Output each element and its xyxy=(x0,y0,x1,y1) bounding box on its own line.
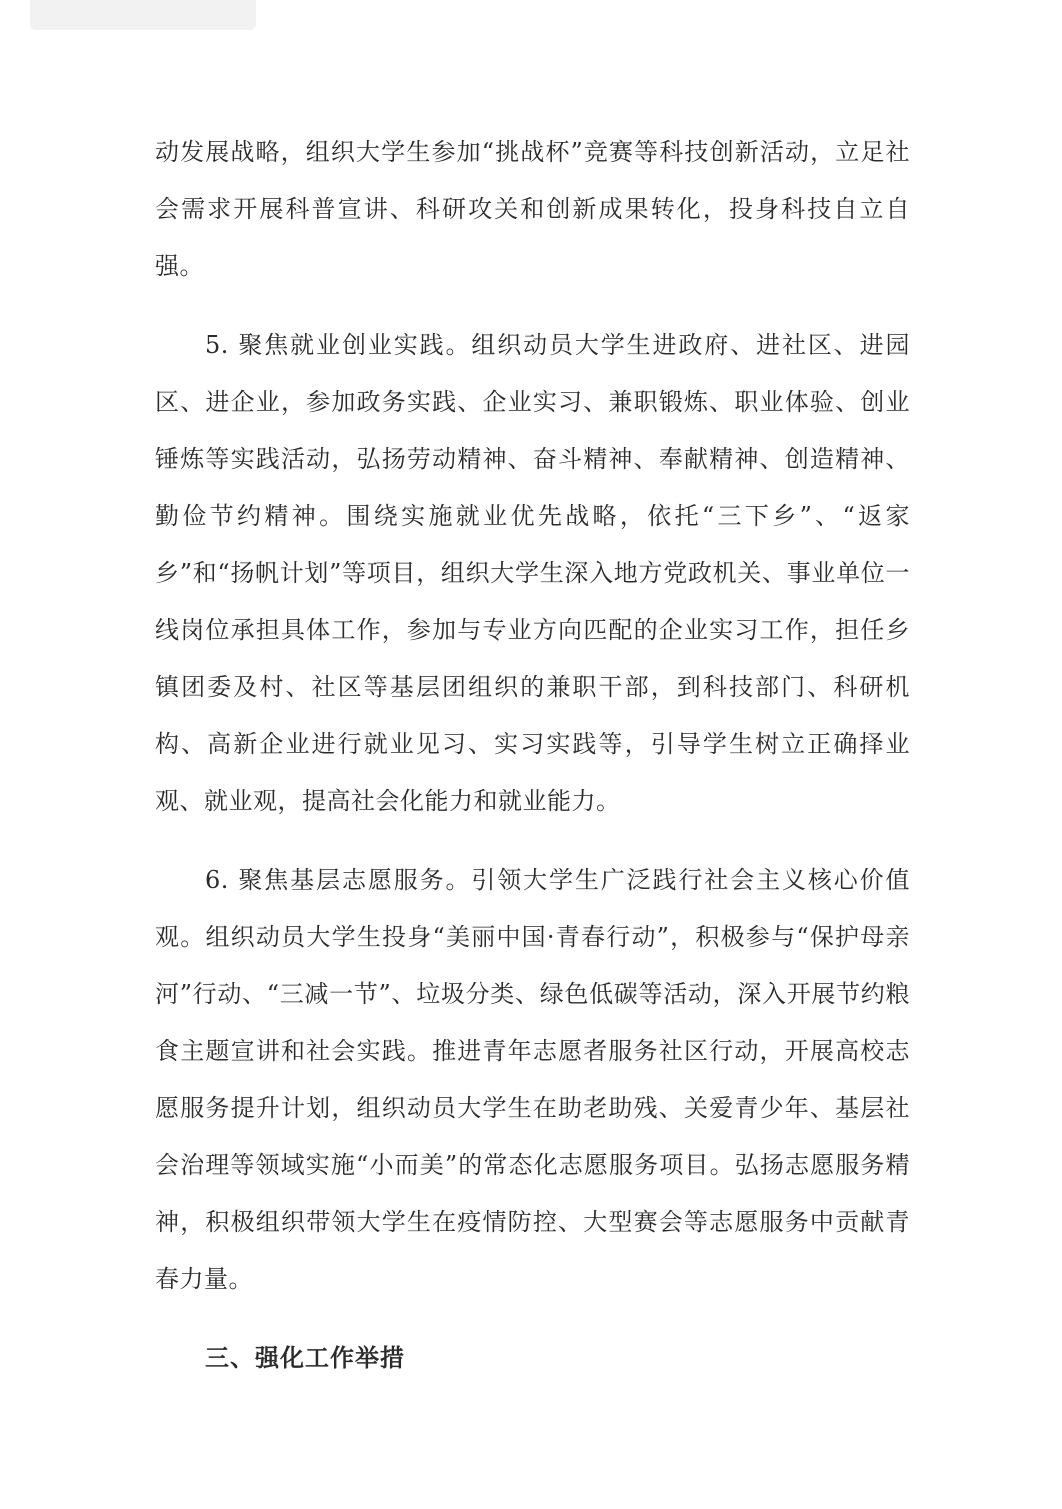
paragraph-employment-practice: 5. 聚焦就业创业实践。组织动员大学生进政府、进社区、进园区、进企业，参加政务实践、企业实习、兼职锻炼、职业体验、创业锤炼等实践活动，弘扬劳动精神、奋斗精神、奉献精神、创造精神、勤俭节约精神。围绕实施就业优先战略，依托“三下乡”、“返家乡”和“扬帆计划”等项目，组织大学生深入地方党政机关、事业单位一线岗位承担具体工作，参加与专业方向匹配的企业实习工作，担任乡镇团委及村、社区等基层团组织的兼职干部，到科技部门、科研机构、高新企业进行就业见习、实习实践等，引导学生树立正确择业观、就业观，提高社会化能力和就业能力。 xyxy=(155,331,910,815)
document-page xyxy=(155,124,910,1387)
paragraph-volunteer-service: 6. 聚焦基层志愿服务。引领大学生广泛践行社会主义核心价值观。组织动员大学生投身“美丽中国·青春行动”，积极参与“保护母亲河”行动、“三减一节”、垃圾分类、绿色低碳等活动，深入开展节约粮食主题宣讲和社会实践。推进青年志愿者服务社区行动，开展高校志愿服务提升计划，组织动员大学生在助老助残、关爱青少年、基层社会治理等领域实施“小而美”的常态化志愿服务项目。弘扬志愿服务精神，积极组织带领大学生在疫情防控、大型赛会等志愿服务中贡献青春力量。 xyxy=(155,866,910,1293)
paragraph-tech-innovation: 动发展战略，组织大学生参加“挑战杯”竞赛等科技创新活动，立足社会需求开展科普宣讲、科研攻关和创新成果转化，投身科技自立自强。 xyxy=(155,138,910,280)
page-corner-mark xyxy=(30,0,256,30)
section-heading: 三、强化工作举措 xyxy=(205,1344,405,1372)
